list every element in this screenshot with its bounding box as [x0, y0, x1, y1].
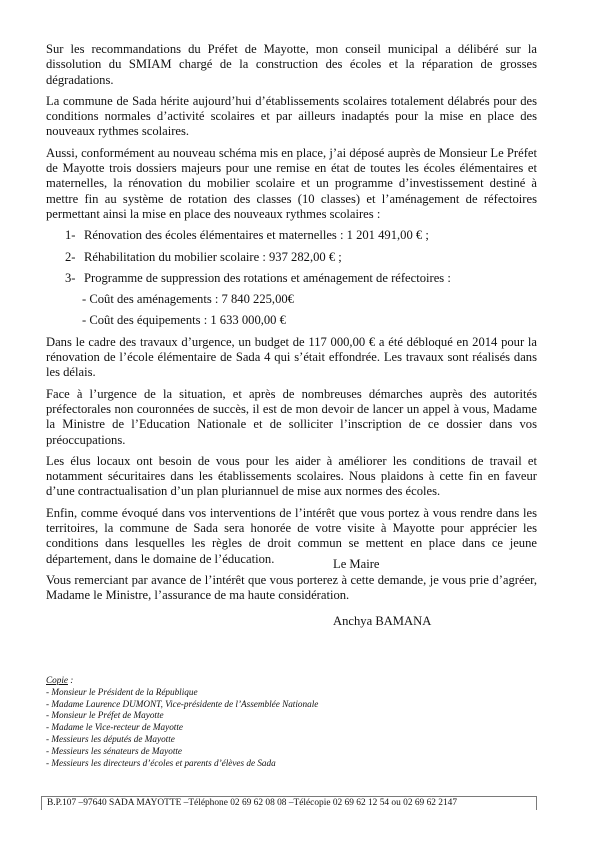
signature-title: Le Maire: [333, 557, 380, 571]
signature-name: Anchya BAMANA: [333, 614, 432, 628]
copy-recipient: - Monsieur le Président de la République: [46, 686, 198, 697]
copies-title: Copie: [46, 675, 68, 685]
list-text: Rénovation des écoles élémentaires et maternelles : 1 201 491,00 € ;: [84, 228, 429, 243]
paragraph-closing: Vous remerciant par avance de l’intérêt que vous porterez à cette demande, je vous prie d’agréer, Madame le Ministre, l’assurance de ma haute considération.: [46, 572, 537, 603]
copy-recipient: - Messieurs les sénateurs de Mayotte: [46, 745, 182, 756]
list-number: 2-: [65, 249, 76, 264]
paragraph-heritage: La commune de Sada hérite aujourd’hui d’établissements scolaires totalement délabrés pour des conditions normales d’activité scolaires et par ailleurs inadaptés pour la mise en place des nouveaux rythmes scolaires.: [46, 93, 537, 139]
list-text: Programme de suppression des rotations et aménagement de réfectoires :: [84, 270, 451, 285]
letter-body: [46, 42, 537, 610]
list-item: [46, 228, 537, 243]
copy-recipient: - Madame le Vice-recteur de Mayotte: [46, 722, 183, 733]
list-item: [46, 250, 537, 265]
funding-list: [46, 228, 537, 286]
list-text: Réhabilitation du mobilier scolaire : 937 282,00 € ;: [84, 249, 342, 264]
copy-recipient: - Monsieur le Préfet de Mayotte: [46, 710, 164, 721]
copies-section: [46, 675, 318, 769]
paragraph-urgent-works: Dans le cadre des travaux d’urgence, un budget de 117 000,00 € a été débloqué en 2014 pour la rénovation de l’école élémentaire de Sada 4 qui s’était effondrée. Les travaux sont réalisés dans les délais.: [46, 334, 537, 380]
footer-address: B.P.107 –97640 SADA MAYOTTE –Téléphone 02 69 62 08 08 –Télécopie 02 69 62 12 54 ou 02 69 62 2147: [41, 796, 537, 810]
cost-item-amenagements: - Coût des aménagements : 7 840 225,00€: [82, 292, 294, 307]
copies-title-suffix: :: [67, 675, 74, 685]
list-number: 1-: [65, 228, 76, 243]
paragraph-visit-invitation: Enfin, comme évoqué dans vos interventions de l’intérêt que vous portez à vous rendre dans les territoires, la commune de Sada sera honorée de votre visite à Mayotte pour apprécier les conditions dans lesquelles les règles de droit commun se mettent en place dans ce jeune département, dans le domaine de l’éducation.: [46, 505, 537, 566]
list-number: 3-: [65, 270, 76, 285]
cost-item-equipements: - Coût des équipements : 1 633 000,00 €: [82, 313, 286, 328]
paragraph-local-officials: Les élus locaux ont besoin de vous pour les aider à améliorer les conditions de travail et notamment sécuritaires dans les établissements scolaires. Nous plaidons à cette fin en faveur d’une contractualisation d’un plan pluriannuel de mise aux normes des écoles.: [46, 453, 537, 499]
paragraph-dissolution: Sur les recommandations du Préfet de Mayotte, mon conseil municipal a délibéré sur la dissolution du SMIAM chargé de la construction des écoles et la réparation de grosses dégradations.: [46, 42, 537, 87]
paragraph-dossiers: Aussi, conformément au nouveau schéma mis en place, j’ai déposé auprès de Monsieur Le Préfet de Mayotte trois dossiers majeurs pour une remise en état de toutes les écoles élémentaires et maternelles, la rénovation du mobilier scolaire et un programme d’investissement destiné à mettre fin au système de rotation des classes (10 classes) et l’aménagement de réfectoires permettant ainsi la mise en place des nouveaux rythmes scolaires :: [46, 145, 537, 221]
copy-recipient: - Messieurs les députés de Mayotte: [46, 733, 175, 744]
copies-heading: [46, 675, 318, 687]
copy-recipient: - Madame Laurence DUMONT, Vice-présidente de l’Assemblée Nationale: [46, 698, 319, 709]
paragraph-appeal: Face à l’urgence de la situation, et après de nombreuses démarches auprès des autorités préfectorales non couronnées de succès, il est de mon devoir de lancer un appel à vous, Madame la Ministre de l’Education Nationale et de solliciter l’inscription de ce dossier dans vos préoccupations.: [46, 386, 537, 447]
list-item: [46, 271, 537, 286]
copy-recipient: - Messieurs les directeurs d’écoles et parents d’élèves de Sada: [46, 757, 276, 768]
